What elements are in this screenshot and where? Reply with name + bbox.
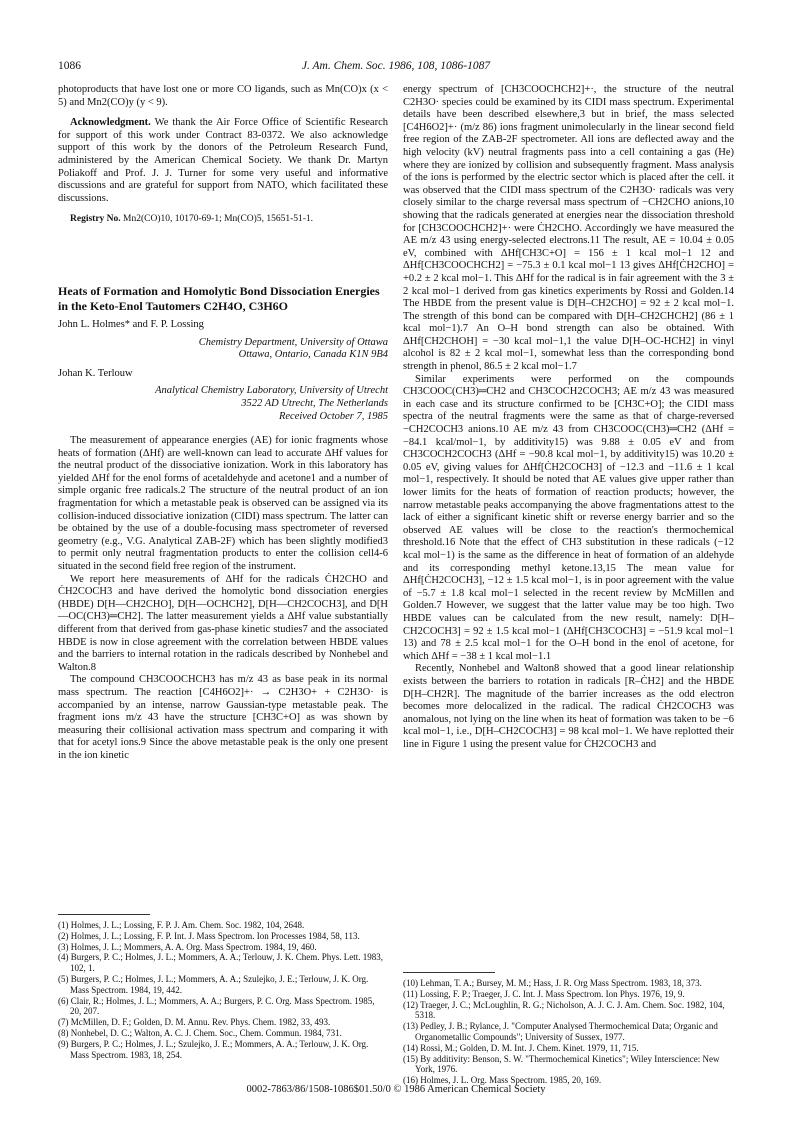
footnote: (7) McMillen, D. F.; Golden, D. M. Annu. Rev. Phys. Chem. 1982, 33, 493. [58,1017,331,1028]
author-terlouw: Johan K. Terlouw [58,367,133,379]
authors: John L. Holmes* and F. P. Lossing [58,318,204,330]
footnote: (5) Burgers, P. C.; Holmes, J. L.; Mommers, A. A.; Szulejko, J. E.; Terlouw, J. K. Org. Mass Spectrom. 1984, 19, 442. [58,973,369,995]
acknowledgment-label: Acknowledgment. [70,117,151,129]
footnote: (4) Burgers, P. C.; Holmes, J. L.; Mommers, A. A.; Terlouw, J. K. Chem. Phys. Lett. 1983, 102, 1. [58,952,383,974]
footnote: (9) Burgers, P. C.; Holmes, J. L.; Szulejko, J. E.; Mommers, A. A.; Terlouw, J. K. Org. Mass Spectrom. 1983, 18, 254. [58,1038,369,1060]
right-column [403,84,734,751]
footnote: (3) Holmes, J. L.; Mommers, A. A. Org. Mass Spectrom. 1984, 19, 460. [58,941,317,952]
body-paragraph: Recently, Nonhebel and Walton8 showed that a good linear relationship exists between the barriers to rotation in radicals [R–ĊH2] and the HBDE D[H–CH2R]. The magnitude of the barrier increases as the odd electron becomes more delocalized in the radical. The radical ĊH2COCH3 was anomalous, not lying on the line when its heat of formation was taken to be −6 kcal mol−1, i.e., D[H–CH2COCH3] = 98 kcal mol−1. We have replotted their line in Figure 1 using the present value for ĊH2COCH3 and [403,663,734,750]
footnote-rule [58,914,150,915]
body-paragraph: We report here measurements of ΔHf for the radicals ĊH2CHO and ĊH2COCH3 and have derived the homolytic bond dissociation energies (HBDE) D[H—CH2CHO], D[H—OCHCH2], D[H—CH2COCH3], and D[H—OC(CH3)═CH2]. The latter measurement yields a ΔHf value substantially different from that derived from gas-phase kinetic studies7 and the associated HBDE is now in close agreement with the correlation between HBDE values and the barriers to internal rotation in the radicals described by Nonhebel and Walton.8 [58,573,388,673]
affiliation-utrecht [58,385,388,410]
affiliation-ottawa [58,337,388,362]
received-date: Received October 7, 1985 [278,410,388,422]
footnote: (12) Traeger, J. C.; McLoughlin, R. G.; Nicholson, A. J. C. J. Am. Chem. Soc. 1982, 104, 5318. [403,999,725,1021]
affiliation-line: Chemistry Department, University of Ottawa [198,336,388,348]
footnote: (1) Holmes, J. L.; Lossing, F. P. J. Am. Chem. Soc. 1982, 104, 2648. [58,920,305,930]
intro-paragraph: photoproducts that have lost one or more CO ligands, such as Mn(CO)x (x < 5) and Mn2(CO)y (y < 9). [58,84,388,108]
footnotes-left [58,914,388,1060]
acknowledgment-text: We thank the Air Force Office of Scientific Research for support of this work under Contract 83-0372. We also acknowledge support of this work by the donors of the Petroleum Research Fund, administered by the American Chemical Society. We thank Dr. Martyn Poliakoff and Prof. J. J. Turner for some very useful and informative discussions and are grateful for support from NATO, which facilitated these discussions. [58,117,389,204]
footnote: (16) Holmes, J. L. Org. Mass Spectrom. 1985, 20, 169. [403,1075,602,1086]
acknowledgment [58,117,388,205]
affiliation-line: Ottawa, Ontario, Canada K1N 9B4 [238,349,388,361]
body-paragraph: The measurement of appearance energies (AE) for ionic fragments whose heats of formation (ΔHf) are well-known can lead to accurate ΔHf values for the neutral product of the dissociative ionization. Work in this laboratory has yielded ΔHf for the enol forms of acetaldehyde and acetone1 and a number of simple organic free radicals.2 The structure of the neutral product of an ion fragmentation for which a metastable peak is observed can be assigned via its collision-induced dissociative ionization (CIDI) mass spectrum. The latter can be obtained by the use of a double-focusing mass spectrometer of reversed geometry (e.g., V.G. Analytical ZAB-2F) which has been slightly modified3 to permit only neutral fragmentation products to enter the collision cell4-6 situated in the second field free region of the instrument. [58,435,388,573]
body-paragraph: Similar experiments were performed on the compounds CH3COOC(CH3)═CH2 and CH3COCH2COCH3; AE m/z 43 was measured in each case and its structure confirmed to be [CH3C+O]; the CIDI mass spectra of the neutral fragments were the same as that of charge-reversed −CH2COCH3 anions.10 AE m/z 43 from CH3COOC(CH3)═CH2 (ΔHf = −84.1 kcal/mol−1, by additivity15) was 9.88 ± 0.05 eV and from CH3COCH2COCH3 (ΔHf = −90.8 kcal mol−1, by additivity15) was 10.20 ± 0.05 eV, giving values for ΔHf[ĊH2COCH3] of −12.3 and −11.6 ± 1 kcal mol−1, respectively. It should be noted that AE values give upper rather than lower limits for the heats of formation of reaction products; however, the narrow metastable peaks accompanying the above fragmentations attest to the lack of either a significant kinetic shift or reverse energy barrier and so the observed AE values will be close to the reaction's thermochemical threshold.16 Note that the effect of CH3 substitution in these radicals (−12 kcal mol−1) is the same as the difference in heat of formation of an aldehyde and its corresponding methyl ketone.13,15 The mean value for ΔHf[ĊH2COCH3], −12 ± 1.5 kcal mol−1, is in poor agreement with the value of −5.7 ± 1.8 kcal mol−1 selected in the recent review by McMillen and Golden.7 However, we suggest that the latter value may be too high. Two HBDE values can be calculated from the new result, namely: D[H–CH2COCH3] = 92 ± 1.5 kcal mol−1 (ΔHf[CH3COCH3] = −51.9 kcal mol−1 13) and 78 ± 2.5 kcal mol−1 for the O–H bond in the enol of acetone, for which ΔHf = −38 ± 1 kcal mol−1.1 [403,373,734,662]
footnote: (11) Lossing, F. P.; Traeger, J. C. Int. J. Mass Spectrom. Ion Phys. 1976, 19, 9. [403,988,685,999]
page-number: 1086 [58,60,81,72]
article-title: Heats of Formation and Homolytic Bond Dissociation Energies in the Keto-Enol Tautomers C2H4O, C3H6O [58,283,380,313]
registry-label: Registry No. [70,214,121,225]
footnote-rule [403,972,495,973]
footnote: (6) Clair, R.; Holmes, J. L.; Mommers, A. A.; Burgers, P. C. Org. Mass Spectrom. 1985, 20, 207. [58,995,375,1017]
left-column [58,84,388,763]
footnote: (2) Holmes, J. L.; Lossing, F. P. Int. J. Mass Spectrom. Ion Processes 1984, 58, 113. [58,930,360,941]
body-paragraph: The compound CH3COOCHCH3 has m/z 43 as base peak in its normal mass spectrum. The reaction [C4H6O2]+· → C2H3O+ + C2H3O· is accompanied by an intense, narrow Gaussian-type metastable peak. The fragment ions m/z 43 have the structure [CH3C+O] as was shown by measuring their collisional activation mass spectrum and comparing it with that for acetyl ions.9 Since the above metastable peak is the only one present in the ion kinetic [58,674,388,761]
footnote: (15) By additivity: Benson, S. W. "Thermochemical Kinetics"; Wiley Interscience: New York, 1976. [403,1053,720,1075]
footnote: (10) Lehman, T. A.; Bursey, M. M.; Hass, J. R. Org Mass Spectrom. 1983, 18, 373. [403,978,702,988]
body-paragraph: energy spectrum of [CH3COOCHCH2]+·, the structure of the neutral C2H3O· species could be examined by its CIDI mass spectrum. Experimental details have been described elsewhere,3 but in brief, the mass selected [C4H6O2]+· (m/z 86) ions fragment unimolecularly in the linear second field free region of the ZAB-2F spectrometer. All ions are deflected away and the high velocity (kV) neutral fragments pass into a cell containing a gas (He) where they are ionized by collision and subsequently fragment. Mass analysis of the ions is performed by the electric sector which is placed after the cell. it was observed that the CIDI mass spectrum of the C2H3O· radicals was very closely similar to the charge reversal mass spectrum of −CH2CHO anions,10 showing that the radicals generated at energies near the dissociation threshold for [CH3COOCHCH2]+· were ĊH2CHO. Accordingly we have measured the AE m/z 43 using energy-selected electrons.11 The result, AE = 10.04 ± 0.05 eV, combined with ΔHf[CH3C+O] = 156 ± 1 kcal mol−1 12 and ΔHf[CH3COOCHCH2] = −75.3 ± 0.1 kcal mol−1 13 gives ΔHf[ĊH2CHO] = +0.2 ± 2 kcal mol−1. This ΔHf for the radical is in fair agreement with the 3 ± 2 kcal mol−1 derived from gas kinetics experiments by Rossi and Golden.14 The HBDE from the present value is D[H–CH2CHO] = 92 ± 2 kcal mol−1. The strength of this bond can be compared with D[H–CH2CHCH2] (86 ± 1 kcal mol−1).7 An O–H bond strength can also be obtained. With ΔHf[CH2CHOH] = −30 kcal mol−1,1 the value D[H–OC-HCH2] in vinyl alcohol is 82 ± 2 kcal mol−1, somewhat less than the corresponding bond strength in phenol, 86.5 ± 2 kcal mol−1.7 [403,84,734,373]
affiliation-line: 3522 AD Utrecht, The Netherlands [241,397,388,409]
registry-text: Mn2(CO)10, 10170-69-1; Mn(CO)5, 15651-51-1. [123,214,314,225]
footnote: (8) Nonhebel, D. C.; Walton, A. C. J. Chem. Soc., Chem. Commun. 1984, 731. [58,1027,342,1038]
footnotes-right [403,972,734,1086]
running-header [58,60,734,76]
journal-citation: J. Am. Chem. Soc. 1986, 108, 1086-1087 [301,60,491,72]
registry-numbers [58,213,388,226]
footnote: (14) Rossi, M.; Golden, D. M. Int. J. Chem. Kinet. 1979, 11, 715. [403,1042,639,1053]
footnote: (13) Pedley, J. B.; Rylance, J. "Computer Analysed Thermochemical Data; Organic and Organometallic Compounds"; University of Sussex, 1977. [403,1021,718,1042]
copyright-footer: 0002-7863/86/1508-1086$01.50/0 © 1986 American Chemical Society [246,1084,546,1095]
affiliation-line: Analytical Chemistry Laboratory, University of Utrecht [155,385,388,397]
